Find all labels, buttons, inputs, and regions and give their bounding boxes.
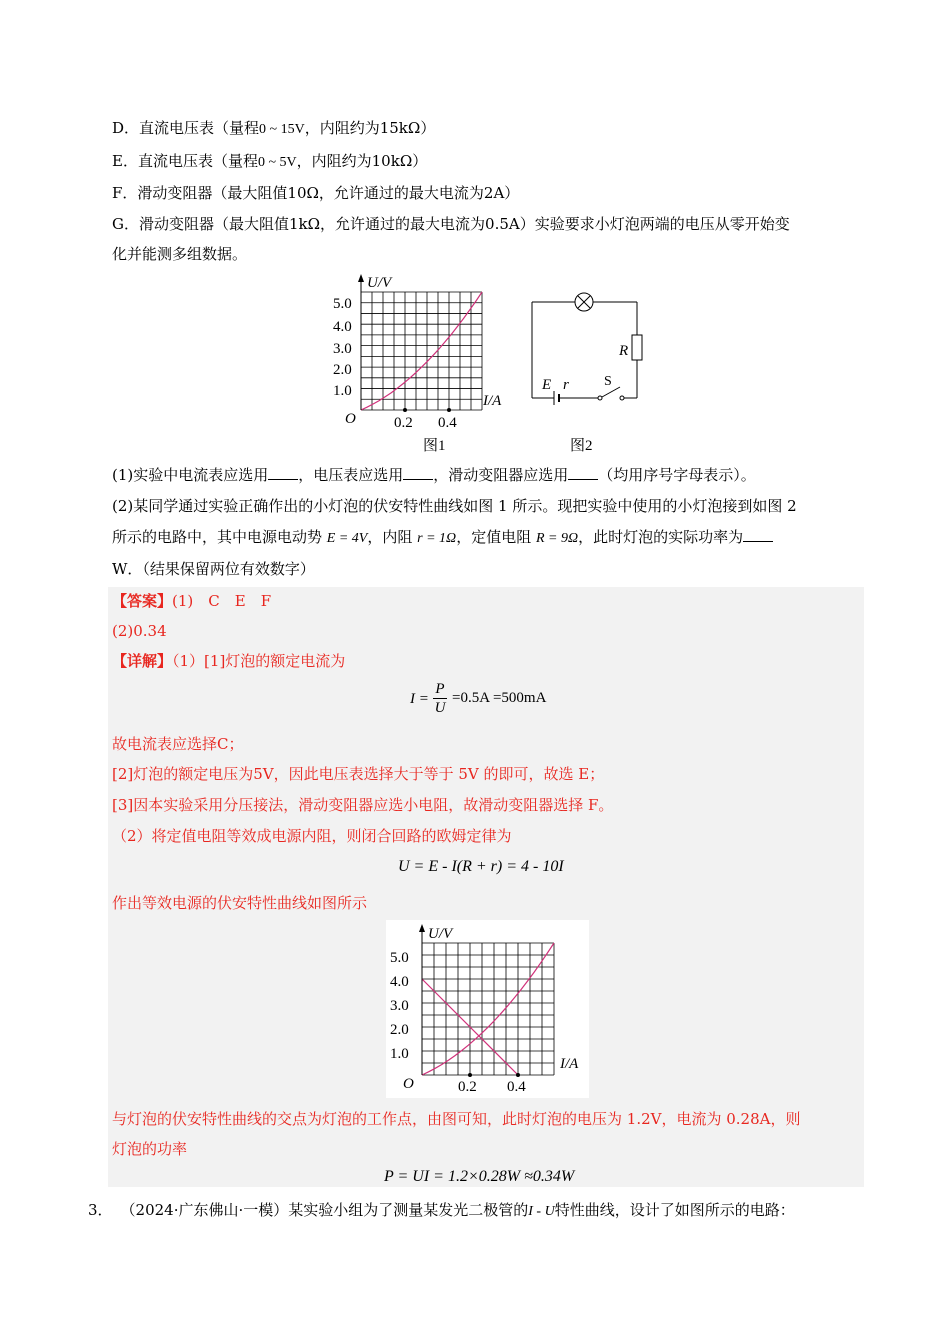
figure-1-ytick: 5.0 (333, 296, 352, 312)
internal-resistance-label: r (563, 377, 569, 393)
detail-line-5: （2）将定值电阻等效成电源内阻，则闭合回路的欧姆定律为 (112, 827, 512, 845)
emf-label: E (542, 377, 552, 393)
option-d: D．直流电压表（量程0 ~ 15V，内阻约为15kΩ） (112, 119, 436, 137)
formula-fraction: P U (434, 681, 446, 716)
figure-3-xlabel: I/A (560, 1056, 579, 1072)
figure-1-ytick: 4.0 (333, 319, 352, 335)
figure-3-ytick: 5.0 (390, 950, 409, 966)
figure-1-grid (361, 292, 482, 410)
internal-resistance-value: r = 1Ω (417, 531, 457, 546)
figure-3-ytick: 4.0 (390, 974, 409, 990)
figure-3-xtick: 0.4 (507, 1079, 526, 1095)
answer-blank (403, 464, 433, 480)
switch-label: S (604, 374, 612, 389)
question-1: (1)实验中电流表应选用 ，电压表应选用 ，滑动变阻器应选用 （均用序号字母表示）。 (112, 466, 756, 484)
lamp-symbol (575, 293, 593, 311)
figure-3-iu-graph (386, 920, 589, 1098)
question-number: 3． (88, 1201, 113, 1219)
figure-3-ytick: 2.0 (390, 1022, 409, 1038)
detail-line-4: [3]因本实验采用分压接法，滑动变阻器应选小电阻，故滑动变阻器选择 F。 (112, 796, 614, 814)
detail-line-6: 作出等效电源的伏安特性曲线如图所示 (112, 894, 368, 912)
battery-symbol (554, 391, 559, 405)
figure-2-circuit (520, 285, 650, 455)
formula-power: P = UI = 1.2×0.28W ≈0.34W (384, 1168, 575, 1185)
figure-1-y-arrow (358, 274, 364, 282)
option-d-range: 0 ~ 15V (259, 122, 305, 137)
question-2-line1: (2)某同学通过实验正确作出的小灯泡的伏安特性曲线如图 1 所示。现把实验中使用的小灯泡接到如图 2 (112, 497, 797, 515)
formula-ohms-law: U = E - I(R + r) = 4 - 10I (398, 858, 564, 875)
figure-1-ytick: 1.0 (333, 383, 352, 399)
answer-blank (268, 464, 298, 480)
detail-line-2: 故电流表应选择C； (112, 735, 244, 753)
figure-3-y-arrow (419, 924, 425, 932)
figure-3-origin: O (403, 1076, 414, 1092)
option-e: E．直流电压表（量程0 ~ 5V，内阻约为10kΩ） (112, 152, 428, 170)
figure-1-lamp-curve (361, 292, 482, 410)
figure-3-ylabel: U/V (428, 926, 453, 942)
figure-1-ytick: 2.0 (333, 362, 352, 378)
figure-1-iu-graph (325, 270, 515, 455)
figure-3-xtick-dot (516, 1073, 520, 1077)
figure-1-xtick-dot (403, 408, 407, 412)
option-g-line1: G．滑动变阻器（最大阻值1kΩ，允许通过的最大电流为0.5A）实验要求小灯泡两端的电压从零开始变 (112, 215, 790, 233)
detail-tag: 【详解】 (112, 652, 173, 670)
detail-line-7: 与灯泡的伏安特性曲线的交点为灯泡的工作点，由图可知，此时灯泡的电压为 1.2V，电流为 0.28A，则 (112, 1110, 801, 1128)
answer-blank (743, 526, 773, 542)
figure-1-xtick: 0.2 (394, 415, 413, 431)
question-2-line2: 所示的电路中，其中电源电动势 E = 4V，内阻 r = 1Ω，定值电阻 R = 9Ω，此时灯泡的实际功率为 (112, 526, 773, 550)
detail-line-3: [2]灯泡的额定电压为5V，因此电压表选择大于等于 5V 的即可，故选 E； (112, 765, 605, 783)
resistor-symbol (632, 335, 642, 360)
resistor-label: R (619, 343, 629, 359)
figure-1-xtick: 0.4 (438, 415, 457, 431)
figure-1-origin: O (345, 411, 356, 427)
question-3: 3． （2024·广东佛山·一模）某实验小组为了测量某发光二极管的I - U特性曲线，设计了如图所示的电路： (88, 1201, 795, 1219)
answer-tag: 【答案】 (112, 592, 173, 610)
option-g-line2: 化并能测多组数据。 (112, 245, 248, 263)
figure-1-caption: 图1 (423, 438, 446, 454)
figure-3-ytick: 1.0 (390, 1046, 409, 1062)
figure-3-xtick-dot (468, 1073, 472, 1077)
question-2-line3: W．（结果保留两位有效数字） (112, 560, 315, 578)
figure-1-ylabel: U/V (367, 275, 392, 291)
answer-line-2: (2)0.34 (112, 622, 167, 640)
figure-1-xtick-dot (447, 408, 451, 412)
figure-3-ytick: 3.0 (390, 998, 409, 1014)
figure-3-grid (422, 943, 554, 1075)
detail-line-1: 【详解】（1）[1]灯泡的额定电流为 (112, 652, 346, 670)
formula-rated-current: I = (410, 691, 429, 707)
figure-1-xlabel: I/A (483, 393, 502, 409)
answer-blank (568, 464, 598, 480)
fixed-resistance-value: R = 9Ω (535, 531, 579, 546)
formula-rated-current-rhs: =0.5A =500mA (452, 690, 547, 706)
figure-1-ytick: 3.0 (333, 341, 352, 357)
emf-value: E = 4V (326, 531, 368, 546)
option-f: F．滑动变阻器（最大阻值10Ω，允许通过的最大电流为2A） (112, 184, 520, 202)
answer-line-1: 【答案】(1) C E F (112, 592, 272, 610)
detail-line-8: 灯泡的功率 (112, 1140, 188, 1158)
option-e-range: 0 ~ 5V (257, 155, 297, 170)
figure-3-xtick: 0.2 (458, 1079, 477, 1095)
figure-3-lamp-curve (422, 943, 554, 1075)
figure-2-caption: 图2 (570, 438, 593, 454)
